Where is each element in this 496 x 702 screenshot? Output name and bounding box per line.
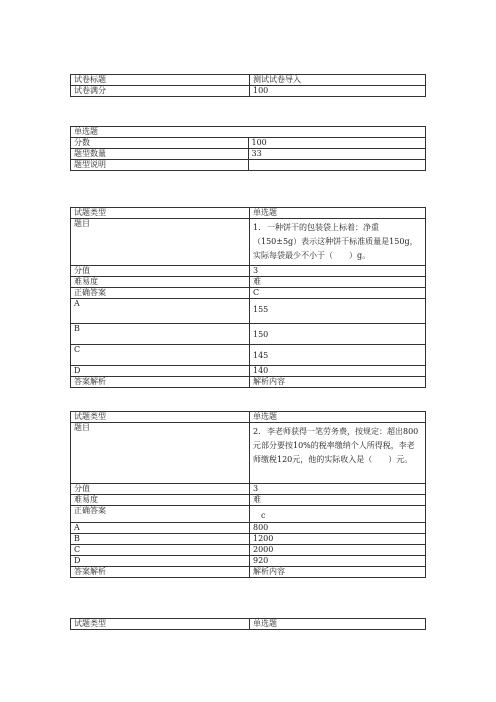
question-difficulty-value: 难 <box>250 277 426 288</box>
question-number: 1. <box>253 223 261 232</box>
option-b-value: 150 <box>253 330 269 339</box>
paper-meta-table <box>70 74 426 97</box>
question-score-value: 3 <box>250 484 426 495</box>
paper-title-label: 试卷标题 <box>71 75 250 86</box>
question-difficulty-label: 难易度 <box>71 495 250 506</box>
question-type-label: 试题类型 <box>71 208 250 219</box>
option-a-label: A <box>71 299 250 324</box>
option-a-value: 800 <box>250 523 426 534</box>
table-row <box>71 412 426 423</box>
option-a-value: 155 <box>253 305 269 314</box>
section-score-value: 100 <box>248 138 426 149</box>
table-row <box>71 366 426 377</box>
question-difficulty-label: 难易度 <box>71 277 250 288</box>
option-c-value: 145 <box>253 351 269 360</box>
option-d-value: 920 <box>250 556 426 567</box>
question-stem-label: 题目 <box>71 423 250 484</box>
table-row <box>71 484 426 495</box>
question-table <box>70 207 426 388</box>
question-stem-text: 李老师获得一笔劳务费，按规定：超出800元部分要按10%的税率缴纳个人所得税，李老师缴税120元，他的实际收入是（ ）元。 <box>253 427 419 464</box>
option-b-label: B <box>71 534 250 545</box>
question-stem-label: 题目 <box>71 219 250 266</box>
option-d-label: D <box>71 556 250 567</box>
table-row <box>71 506 426 523</box>
question-analysis-label: 答案解析 <box>71 377 250 388</box>
table-row <box>71 345 426 366</box>
table-row <box>71 149 426 160</box>
question-answer-value: C <box>250 288 426 299</box>
table-row <box>71 545 426 556</box>
section-count-value: 33 <box>248 149 426 160</box>
question-answer-cell <box>250 506 426 523</box>
table-row <box>71 127 426 138</box>
table-row <box>71 377 426 388</box>
question-difficulty-value: 难 <box>250 495 426 506</box>
table-row <box>71 567 426 578</box>
table-row <box>71 138 426 149</box>
section-count-label: 题型数量 <box>71 149 249 160</box>
table-row <box>71 266 426 277</box>
question-type-label: 试题类型 <box>71 619 250 630</box>
option-c-value: 2000 <box>250 545 426 556</box>
question-score-value: 3 <box>250 266 426 277</box>
question-stem <box>250 219 426 266</box>
section-desc-label: 题型说明 <box>71 160 249 171</box>
table-row <box>71 534 426 545</box>
section-score-label: 分数 <box>71 138 249 149</box>
option-b-label: B <box>71 324 250 345</box>
table-row <box>71 86 426 97</box>
question-stem-text: 一种饼干的包装袋上标着：净重（150±5g）表示这种饼干标准质量是150g，实际每袋最少不小于（ ）g。 <box>253 223 418 260</box>
section-desc-value <box>248 160 426 171</box>
table-row <box>71 523 426 534</box>
question-table <box>70 411 426 578</box>
option-c-label: C <box>71 345 250 366</box>
table-row <box>71 299 426 324</box>
option-a-cell <box>250 299 426 324</box>
question-answer-label: 正确答案 <box>71 506 250 523</box>
question-analysis-label: 答案解析 <box>71 567 250 578</box>
table-row <box>71 423 426 484</box>
question-stem <box>250 423 426 484</box>
section-table <box>70 126 426 171</box>
question-analysis-value: 解析内容 <box>250 567 426 578</box>
option-c-label: C <box>71 545 250 556</box>
table-row <box>71 160 426 171</box>
table-row <box>71 208 426 219</box>
question-score-label: 分值 <box>71 266 250 277</box>
option-b-cell <box>250 324 426 345</box>
option-c-cell <box>250 345 426 366</box>
question-type-value: 单选题 <box>250 619 426 630</box>
paper-title-value: 测试试卷导入 <box>250 75 426 86</box>
table-row <box>71 288 426 299</box>
option-b-value: 1200 <box>250 534 426 545</box>
question-analysis-value: 解析内容 <box>250 377 426 388</box>
option-a-label: A <box>71 523 250 534</box>
table-row <box>71 556 426 567</box>
question-type-value: 单选题 <box>250 412 426 423</box>
table-row <box>71 619 426 630</box>
option-d-value: 140 <box>250 366 426 377</box>
question-table <box>70 618 426 630</box>
paper-score-label: 试卷满分 <box>71 86 250 97</box>
table-row <box>71 277 426 288</box>
table-row <box>71 324 426 345</box>
option-d-label: D <box>71 366 250 377</box>
question-number: 2. <box>253 427 261 436</box>
table-row <box>71 75 426 86</box>
paper-score-value: 100 <box>250 86 426 97</box>
question-type-value: 单选题 <box>250 208 426 219</box>
question-score-label: 分值 <box>71 484 250 495</box>
table-row <box>71 219 426 266</box>
question-answer-value: c <box>261 511 266 520</box>
question-type-label: 试题类型 <box>71 412 250 423</box>
table-row <box>71 495 426 506</box>
question-answer-label: 正确答案 <box>71 288 250 299</box>
section-title: 单选题 <box>71 127 426 138</box>
